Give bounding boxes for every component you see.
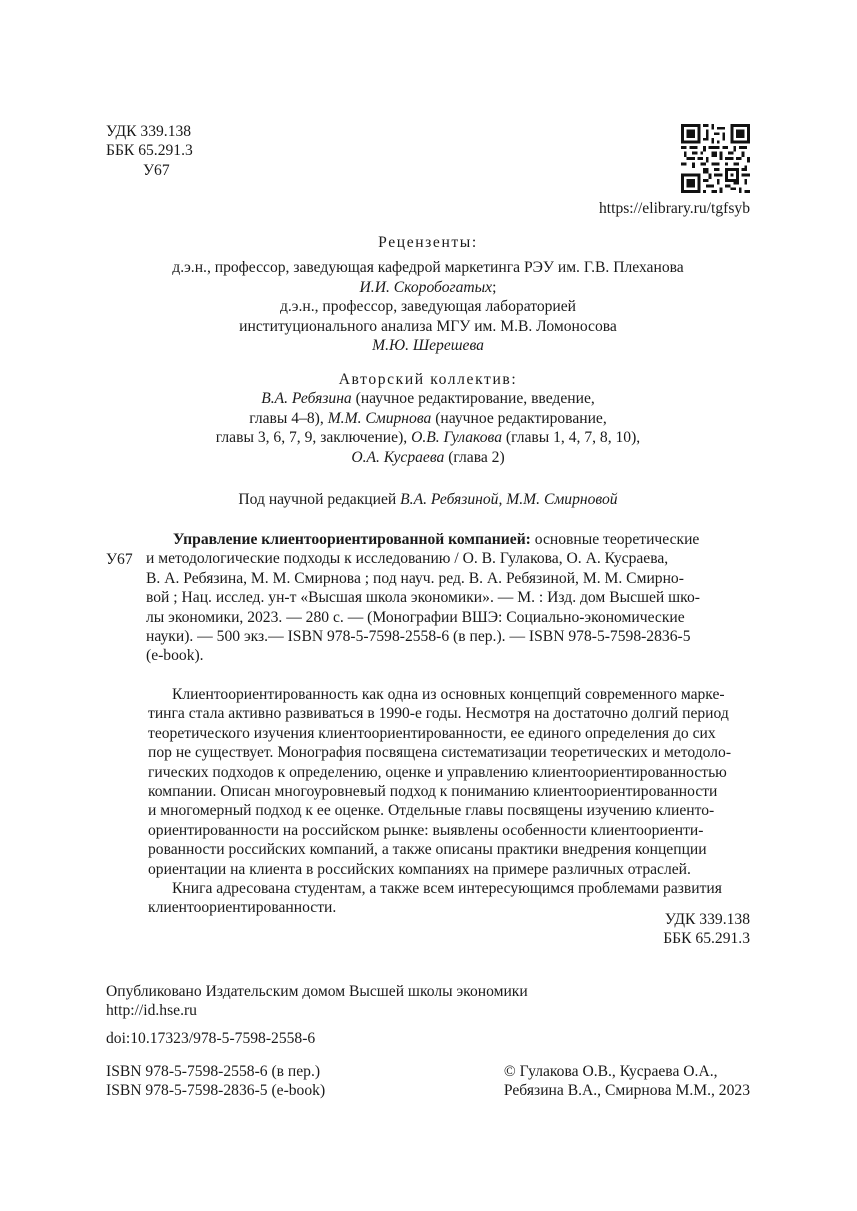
publisher-url[interactable]: http://id.hse.ru bbox=[106, 1002, 197, 1020]
right-classification-codes bbox=[663, 910, 750, 949]
classification-codes bbox=[106, 122, 193, 180]
author-1-role-cont: главы 4–8), bbox=[249, 409, 328, 427]
authors-line-2 bbox=[106, 409, 750, 428]
biblio-line-2: и методологические подходы к исследованию / О. В. Гулакова, О. А. Кусраева, bbox=[146, 550, 669, 568]
author-2-role-cont: главы 3, 6, 7, 9, заключение), bbox=[215, 429, 412, 447]
reviewer-separator: ; bbox=[492, 278, 497, 296]
abstract bbox=[148, 685, 750, 918]
abstract-line: и многомерный подход к ее оценке. Отдельные главы посвящены изучению клиенто- bbox=[148, 802, 715, 820]
doi[interactable]: doi:10.17323/978-5-7598-2558-6 bbox=[106, 1029, 316, 1047]
reviewers-section bbox=[106, 233, 750, 355]
author-mark: У67 bbox=[143, 161, 170, 179]
reviewer-2-position-1: д.э.н., профессор, заведующая лабораторией bbox=[279, 298, 577, 316]
qr-url[interactable]: https://elibrary.ru/tgfsyb bbox=[598, 200, 750, 217]
reviewer-1-name-line bbox=[106, 278, 750, 297]
abstract-line: клиентоориентированности. bbox=[148, 899, 337, 917]
abstract-line: тинга стала активно развиваться в 1990-е годы. Несмотря на достаточно долгий период bbox=[148, 705, 729, 723]
authors-section bbox=[106, 370, 750, 467]
authors-line-3 bbox=[106, 428, 750, 447]
abstract-paragraph-1 bbox=[148, 685, 750, 879]
biblio-line-5: лы экономики, 2023. — 280 с. — (Монографии ВШЭ: Социально-экономические bbox=[146, 608, 685, 626]
right-udk: УДК 339.138 bbox=[664, 911, 750, 928]
copyright-block bbox=[504, 1062, 750, 1101]
bbk-code: ББК 65.291.3 bbox=[106, 142, 193, 160]
right-bbk: ББК 65.291.3 bbox=[663, 930, 750, 948]
biblio-line-1 bbox=[146, 530, 750, 549]
biblio-line-7: (e-book). bbox=[146, 647, 204, 665]
abstract-paragraph-2 bbox=[148, 879, 750, 918]
biblio-line-3: В. А. Ребязина, М. М. Смирнова ; под науч. ред. В. А. Ребязиной, М. М. Смирно- bbox=[146, 569, 684, 587]
authors-line-1 bbox=[106, 389, 750, 408]
publisher-block bbox=[106, 982, 528, 1048]
author-4-role: (глава 2) bbox=[444, 448, 505, 466]
abstract-line: ориентации на клиента в российских компаниях на примере различных отраслей. bbox=[148, 860, 691, 878]
publisher-line: Опубликовано Издательским домом Высшей школы экономики bbox=[106, 983, 528, 1000]
authors-heading: Авторский коллектив: bbox=[338, 371, 518, 388]
isbn-block bbox=[106, 1062, 325, 1101]
isbn-print: ISBN 978-5-7598-2558-6 (в пер.) bbox=[106, 1063, 321, 1080]
bibliographic-record bbox=[106, 530, 750, 666]
editors-prefix: Под научной редакцией bbox=[238, 491, 401, 508]
reviewer-1-name: И.И. Скоробогатых bbox=[359, 278, 493, 296]
abstract-line: пор не существует. Монография посвящена систематизации теоретических и методоло- bbox=[148, 744, 732, 762]
abstract-line: Клиентоориентированность как одна из основных концепций современного марке- bbox=[172, 686, 725, 703]
abstract-line: гических подходов к определению, оценке и управлению клиентоориентированностью bbox=[148, 763, 727, 781]
author-4-name: О.А. Кусраева bbox=[351, 448, 445, 466]
reviewer-1-position: д.э.н., профессор, заведующая кафедрой маркетинга РЭУ им. Г.В. Плеханова bbox=[172, 259, 684, 277]
author-1-role: (научное редактирование, введение, bbox=[351, 390, 595, 408]
qr-code-icon bbox=[681, 124, 750, 193]
bibliographic-code: У67 bbox=[106, 550, 133, 568]
author-1-name: В.А. Ребязина bbox=[261, 390, 352, 408]
reviewer-2-name: М.Ю. Шерешева bbox=[372, 336, 484, 354]
reviewers-heading: Рецензенты: bbox=[378, 234, 478, 251]
biblio-line-6: науки). — 500 экз.— ISBN 978-5-7598-2558-6 (в пер.). — ISBN 978-5-7598-2836-5 bbox=[146, 627, 691, 645]
udk-code: УДК 339.138 bbox=[106, 123, 192, 140]
author-3-name: О.В. Гулакова bbox=[411, 429, 502, 447]
abstract-line: ориентированности на российском рынке: выявлены особенности клиентоориенти- bbox=[148, 821, 704, 839]
author-3-role: (главы 1, 4, 7, 8, 10), bbox=[502, 429, 641, 447]
abstract-line: Книга адресована студентам, а также всем интересующимся проблемами развития bbox=[172, 879, 722, 897]
editors-line bbox=[106, 490, 750, 509]
author-2-role: (научное редактирование, bbox=[431, 409, 607, 427]
reviewer-2-position-2: институционального анализа МГУ им. М.В. Ломоносова bbox=[239, 317, 617, 335]
copyright-line-1: © Гулакова О.В., Кусраева О.А., bbox=[503, 1063, 718, 1080]
editors-names: В.А. Ребязиной, М.М. Смирновой bbox=[400, 491, 618, 508]
abstract-line: компании. Описан многоуровневый подход к пониманию клиентоориентированности bbox=[148, 782, 718, 800]
copyright-line-2: Ребязина В.А., Смирнова М.М., 2023 bbox=[503, 1082, 750, 1100]
abstract-line: рованности российских компаний, а также описаны практики внедрения концепции bbox=[148, 841, 707, 859]
biblio-line-4: вой ; Нац. исслед. ун-т «Высшая школа экономики». — М. : Изд. дом Высшей шко- bbox=[146, 589, 700, 607]
author-2-name: М.М. Смирнова bbox=[327, 409, 432, 427]
isbn-ebook: ISBN 978-5-7598-2836-5 (e-book) bbox=[106, 1082, 326, 1100]
authors-line-4 bbox=[106, 448, 750, 467]
biblio-subtitle: основные теоретические bbox=[530, 531, 700, 548]
book-title: Управление клиентоориентированной компанией: bbox=[173, 531, 531, 548]
abstract-line: теоретического изучения клиентоориентированности, ее единого определения до сих bbox=[148, 724, 716, 742]
